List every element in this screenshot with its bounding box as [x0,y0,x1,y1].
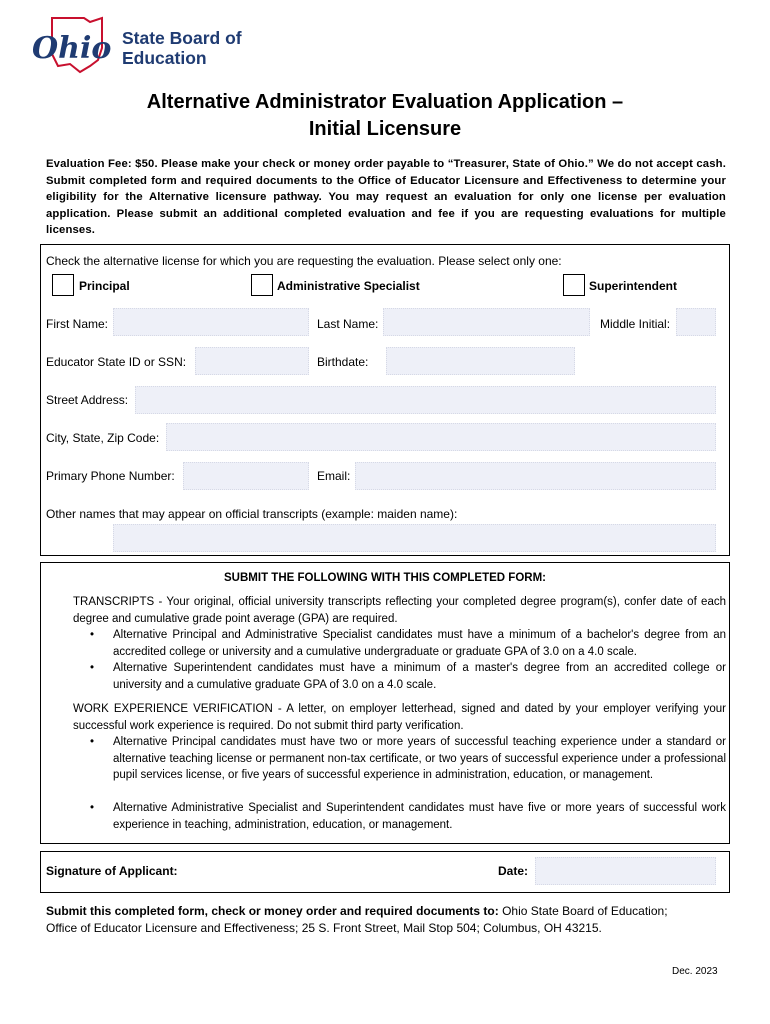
other-names-label: Other names that may appear on official transcripts (example: maiden name): [46,507,458,521]
state-id-label: Educator State ID or SSN: [46,355,187,369]
transcripts-paragraph: TRANSCRIPTS - Your original, official university transcripts reflecting your completed degree program(s), confer date of each degree and cumulative grade point average (GPA) are required. [73,596,726,625]
email-label: Email: [317,469,351,483]
transcript-bullet-1: Alternative Principal and Administrative Specialist candidates must have a minimum of a bachelor's degree from an accredited college or university and a cumulative undergraduate or graduate GPA of 3.0 on a 4.0 scale. [113,629,726,658]
ohio-logo [30,14,114,76]
submit-instructions [46,903,736,936]
phone-field[interactable] [183,462,309,490]
bullet-icon: • [90,736,95,748]
org-line-1: State Board of [122,28,242,48]
middle-initial-label: Middle Initial: [600,317,671,331]
date-label: Date: [498,864,529,878]
superintendent-checkbox[interactable] [563,274,585,296]
superintendent-label: Superintendent [589,279,678,293]
other-names-field[interactable] [113,524,716,552]
work-bullet-1: Alternative Principal candidates must have two or more years of successful teaching experience under a standard or alternative teaching license or permanent non-tax certificate, or two years of successful experience under a professional pupil services license, or five years of successful experience in administration, education, or management. [113,736,726,781]
street-address-label: Street Address: [46,393,129,407]
last-name-field[interactable] [383,308,590,336]
bullet-icon: • [90,662,95,674]
submit-instructions-rest: Ohio State Board of Education; [498,904,668,918]
license-prompt: Check the alternative license for which you are requesting the evaluation. Please select only one: [46,254,562,268]
administrative-specialist-checkbox[interactable] [251,274,273,296]
submit-instructions-bold: Submit this completed form, check or money order and required documents to: [46,904,499,918]
city-state-zip-label: City, State, Zip Code: [46,431,160,445]
principal-label: Principal [79,279,130,293]
last-name-label: Last Name: [317,317,379,331]
city-state-zip-field[interactable] [166,423,716,451]
bullet-icon: • [90,802,95,814]
birthdate-label: Birthdate: [317,355,369,369]
first-name-label: First Name: [46,317,109,331]
administrative-specialist-label: Administrative Specialist [277,279,420,293]
requirements-heading: SUBMIT THE FOLLOWING WITH THIS COMPLETED FORM: [224,572,546,584]
date-field[interactable] [535,857,716,885]
org-name [122,28,242,68]
ohio-logo-word: Ohio [32,31,112,66]
signature-label: Signature of Applicant: [46,864,178,878]
bullet-icon: • [90,629,95,641]
intro-paragraph: Evaluation Fee: $50. Please make your check or money order payable to “Treasurer, State of Ohio.” We do not accept cash. Submit completed form and required documents to the Office of Educator Licensure and Effectiveness to determine your eligibility for the Alternative licensure pathway. You may request an evaluation for only one license per evaluation application. Please submit an additional completed evaluation and fee if you are requesting evaluations for multiple licenses. [46,158,726,236]
revision-date: Dec. 2023 [672,966,718,977]
email-field[interactable] [355,462,716,490]
birthdate-field[interactable] [386,347,575,375]
page-title-line-2: Initial Licensure [308,118,462,140]
transcript-bullet-2: Alternative Superintendent candidates must have a minimum of a master's degree from an accredited college or university and a cumulative graduate GPA of 3.0 on a 4.0 scale. [113,662,726,691]
principal-checkbox[interactable] [52,274,74,296]
street-address-field[interactable] [135,386,716,414]
submit-address: Office of Educator Licensure and Effectiveness; 25 S. Front Street, Mail Stop 504; Columbus, OH 43215. [46,920,602,935]
first-name-field[interactable] [113,308,309,336]
work-bullet-2: Alternative Administrative Specialist and Superintendent candidates must have five or more years of successful work experience in teaching, administration, education, or management. [113,802,726,831]
work-experience-paragraph: WORK EXPERIENCE VERIFICATION - A letter, on employer letterhead, signed and dated by your employer verifying your successful work experience is required. Do not submit third party verification. [73,703,726,732]
phone-label: Primary Phone Number: [46,469,175,483]
page-title-line-1: Alternative Administrator Evaluation Application – [146,91,624,113]
org-line-2: Education [122,48,207,68]
middle-initial-field[interactable] [676,308,716,336]
state-id-field[interactable] [195,347,309,375]
